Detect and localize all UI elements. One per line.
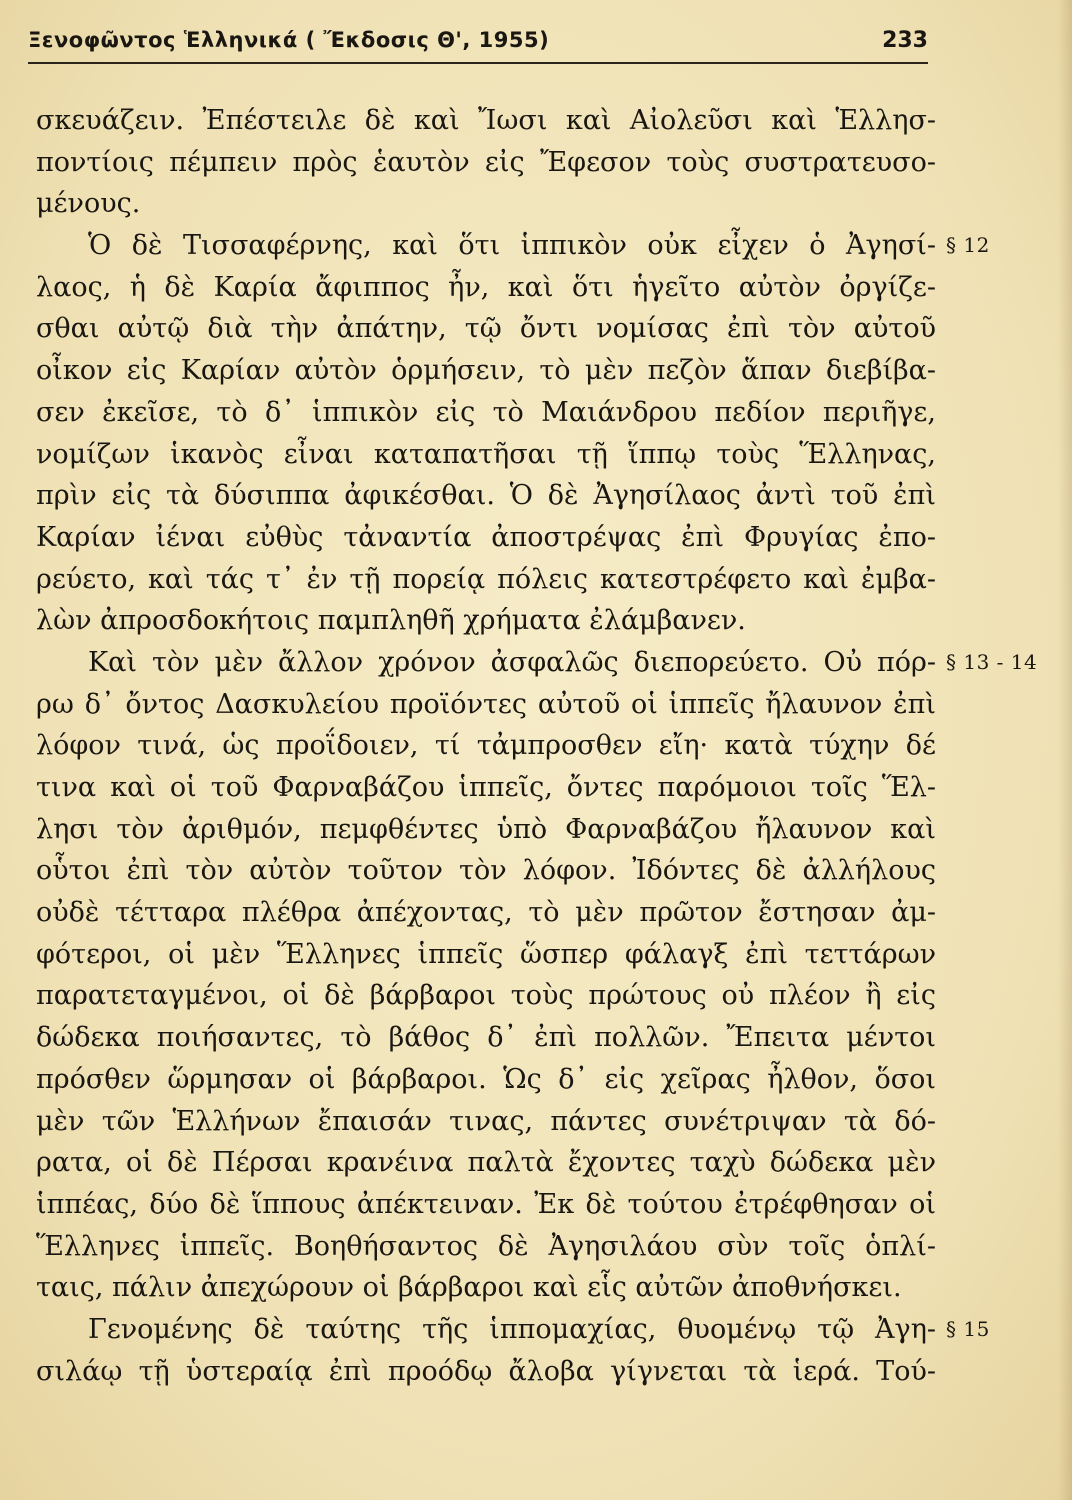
text-line [36,475,936,517]
running-head [28,22,928,62]
text-line-content: παρατεταγμένοι, οἱ δὲ βάρβαροι τοὺς πρώτους οὐ πλέον ἢ εἰς [36,980,936,1012]
section-marker: § 12 [946,233,990,258]
text-line-content: σθαι αὐτῷ διὰ τὴν ἀπάτην, τῷ ὄντι νομίσας ἐπὶ τὸν αὐτοῦ [36,313,936,345]
text-line [36,892,936,934]
text-line-content: Γενομένης δὲ ταύτης τῆς ἱππομαχίας, θυομένῳ τῷ Ἀγη- [88,1313,936,1345]
text-line [36,517,936,559]
section-marker: § 13 - 14 [946,649,1038,674]
text-line [36,809,936,851]
text-line-content: σεν ἐκεῖσε, τὸ δ᾽ ἱππικὸν εἰς τὸ Μαιάνδρου πεδίον περιῆγε, [36,396,936,428]
text-line-content: ρω δ᾽ ὄντος Δασκυλείου προϊόντες αὐτοῦ οἱ ἱππεῖς ἤλαυνον ἐπὶ [36,688,936,720]
text-line [36,1267,936,1309]
text-line-content: νομίζων ἱκανὸς εἶναι καταπατῆσαι τῇ ἵππῳ τοὺς Ἕλληνας, [36,438,936,470]
text-line [36,392,936,434]
text-line-content: λὼν ἀπροσδοκήτοις παμπληθῆ χρήματα ἐλάμβανεν. [36,605,746,637]
text-line-content: ποντίοις πέμπειν πρὸς ἑαυτὸν εἰς Ἔφεσον τοὺς συστρατευσο- [36,146,936,178]
text-line-content: οἶκον εἰς Καρίαν αὐτὸν ὁρμήσειν, τὸ μὲν πεζὸν ἅπαν διεβίβα- [36,355,936,387]
text-line [36,100,936,142]
text-line-content: σιλάῳ τῇ ὑστεραίᾳ ἐπὶ προόδῳ ἄλοβα γίγνεται τὰ ἱερά. Τού- [36,1355,936,1387]
text-line-content: φότεροι, οἱ μὲν Ἕλληνες ἱππεῖς ὥσπερ φάλαγξ ἐπὶ τεττάρων [36,938,936,970]
text-line [36,308,936,350]
text-line [36,1309,990,1351]
text-line [36,434,936,476]
text-line-content: δώδεκα ποιήσαντες, τὸ βάθος δ᾽ ἐπὶ πολλῶν. Ἔπειτα μέντοι [36,1022,936,1054]
text-line-content: Ὁ δὲ Τισσαφέρνης, καὶ ὅτι ἱππικὸν οὐκ εἶχεν ὁ Ἀγησί- [88,230,936,262]
text-line-content: ρατα, οἱ δὲ Πέρσαι κρανέινα παλτὰ ἔχοντες ταχὺ δώδεκα μὲν [36,1147,936,1179]
text-line-content: τινα καὶ οἱ τοῦ Φαρναβάζου ἱππεῖς, ὄντες παρόμοιοι τοῖς Ἕλ- [36,772,936,803]
running-title: Ξενοφῶντος Ἑλληνικά ( Ἔκδοσις Θ', 1955) [28,28,550,52]
text-line [36,350,936,392]
text-line [36,1017,936,1059]
text-line-content: λησι τὸν ἀριθμόν, πεμφθέντες ὑπὸ Φαρναβάζου ἤλαυνον καὶ [36,813,936,845]
text-line [36,225,990,267]
text-line-content: ταις, πάλιν ἀπεχώρουν οἱ βάρβαροι καὶ εἷς αὐτῶν ἀποθνήσκει. [36,1272,902,1304]
text-line-content: Καὶ τὸν μὲν ἄλλον χρόνον ἀσφαλῶς διεπορεύετο. Οὐ πόρ- [88,646,936,678]
text-line [36,267,936,309]
header-rule [28,62,928,64]
text-line-content: λόφον τινά, ὡς προΐδοιεν, τί τἀμπροσθεν εἴη· κατὰ τύχην δέ [36,730,936,762]
text-line [36,1184,936,1226]
page-number: 233 [882,28,928,53]
text-line [36,725,936,767]
page-edge-shadow [1058,0,1072,1500]
text-line [36,642,1038,684]
text-line [36,1101,936,1143]
text-line [36,1142,936,1184]
text-line [36,142,936,184]
section-marker: § 15 [946,1316,990,1341]
text-line-content: ἱππέας, δύο δὲ ἵππους ἀπέκτειναν. Ἐκ δὲ τούτου ἐτρέφθησαν οἱ [36,1188,936,1220]
text-line [36,600,936,642]
text-line-content: ρεύετο, καὶ τάς τ᾽ ἐν τῇ πορείᾳ πόλεις κατεστρέφετο καὶ ἐμβα- [36,563,936,595]
text-line [36,975,936,1017]
body-text [36,100,1038,1392]
text-line [36,1351,936,1393]
text-line [36,1059,936,1101]
text-line-content: μένους. [36,188,141,220]
text-line-content: Ἕλληνες ἱππεῖς. Βοηθήσαντος δὲ Ἀγησιλάου σὺν τοῖς ὁπλί- [36,1230,936,1262]
text-line-content: οὗτοι ἐπὶ τὸν αὐτὸν τοῦτον τὸν λόφον. Ἰδόντες δὲ ἀλλήλους [36,855,936,887]
text-line-content: σκευάζειν. Ἐπέστειλε δὲ καὶ Ἴωσι καὶ Αἰολεῦσι καὶ Ἑλλησ- [36,105,936,136]
text-line [36,684,936,726]
text-line-content: οὐδὲ τέτταρα πλέθρα ἀπέχοντας, τὸ μὲν πρῶτον ἔστησαν ἀμ- [36,897,936,929]
text-line-content: μὲν τῶν Ἑλλήνων ἔπαισάν τινας, πάντες συνέτριψαν τὰ δό- [36,1105,936,1137]
text-line-content: πρόσθεν ὥρμησαν οἱ βάρβαροι. Ὡς δ᾽ εἰς χεῖρας ἦλθον, ὅσοι [36,1063,936,1095]
text-line [36,1226,936,1268]
text-line-content: λαος, ἡ δὲ Καρία ἄφιππος ἦν, καὶ ὅτι ἡγεῖτο αὐτὸν ὀργίζε- [36,271,936,303]
text-line [36,183,936,225]
text-line [36,850,936,892]
text-line [36,559,936,601]
text-line [36,934,936,976]
text-line-content: πρὶν εἰς τὰ δύσιππα ἀφικέσθαι. Ὁ δὲ Ἀγησίλαος ἀντὶ τοῦ ἐπὶ [36,480,936,512]
text-line-content: Καρίαν ἰέναι εὐθὺς τἀναντία ἀποστρέψας ἐπὶ Φρυγίας ἐπο- [36,521,936,553]
text-line [36,767,936,809]
